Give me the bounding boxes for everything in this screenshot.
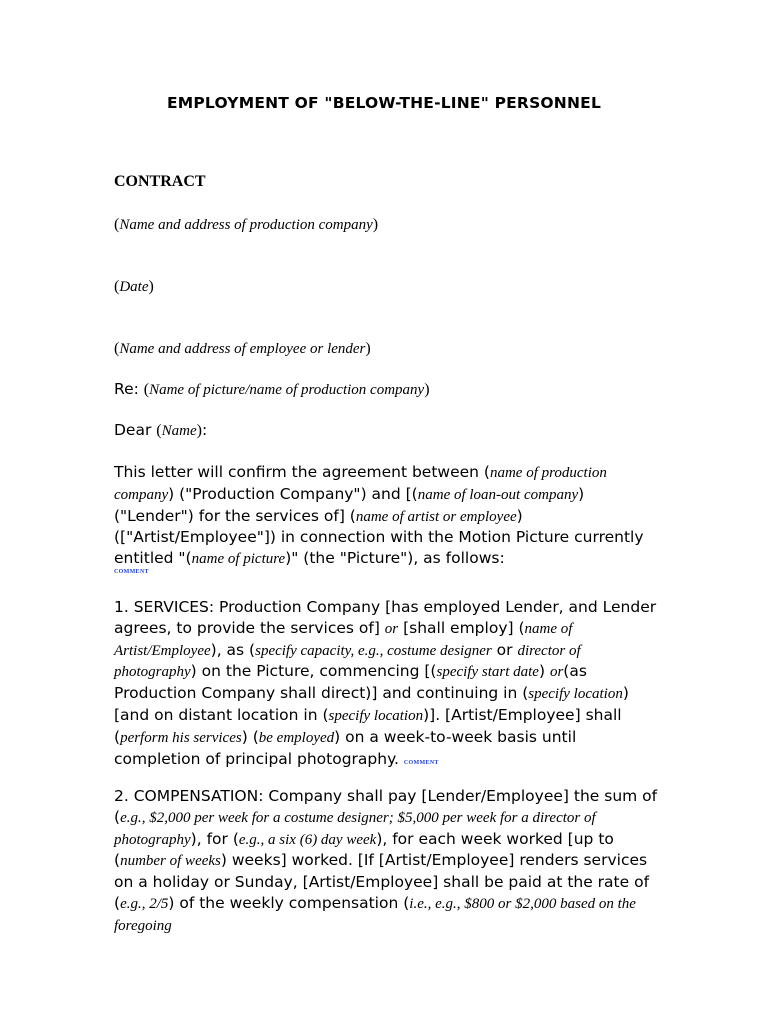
intro-text: This letter will confirm the agreement between ( bbox=[114, 463, 490, 481]
services-text: ), as ( bbox=[210, 640, 256, 659]
compensation-text: 2. COMPENSATION: Company shall pay [Lender/Employee] the sum of ( bbox=[114, 787, 658, 826]
salutation-line: Dear (Name): bbox=[114, 421, 208, 439]
services-text: [shall employ] ( bbox=[398, 618, 525, 637]
intro-placeholder: name of picture bbox=[191, 551, 286, 568]
date-placeholder: Date bbox=[119, 279, 149, 295]
document-title: EMPLOYMENT OF "BELOW-THE-LINE" PERSONNEL bbox=[166, 94, 602, 112]
intro-text: ) ("Lender") for the services of] ( bbox=[114, 484, 585, 525]
re-line: Re: (Name of picture/name of production company) bbox=[114, 380, 430, 398]
services-placeholder: specify location bbox=[328, 707, 424, 724]
compensation-text: ), for ( bbox=[190, 829, 239, 848]
dear-prefix: Dear bbox=[114, 421, 157, 439]
intro-text: ) ("Production Company") and [( bbox=[168, 484, 418, 503]
services-or: or bbox=[384, 620, 399, 637]
services-or: or bbox=[491, 640, 518, 659]
compensation-placeholder: e.g., a six (6) day week bbox=[238, 831, 377, 848]
services-text: ) on a week-to-week basis until completion of principal photography. bbox=[114, 727, 577, 768]
intro-text: )" (the "Picture"), as follows: bbox=[285, 549, 505, 568]
services-text: ) on the Picture, commencing [( bbox=[190, 662, 437, 681]
re-prefix: Re: bbox=[114, 380, 144, 398]
compensation-text: ), for each week worked [up to ( bbox=[114, 829, 614, 870]
compensation-paragraph bbox=[114, 786, 662, 937]
services-placeholder: specify capacity, e.g., costume designer bbox=[255, 642, 492, 659]
services-text: ) [and on distant location in ( bbox=[114, 684, 629, 724]
services-placeholder: perform his services bbox=[120, 729, 242, 746]
services-or: or bbox=[549, 664, 564, 681]
dear-placeholder: Name bbox=[161, 423, 197, 439]
compensation-placeholder: e.g., $2,000 per week for a costume designer; $5,000 per week for a director of photography bbox=[114, 809, 596, 848]
compensation-placeholder: number of weeks bbox=[120, 853, 221, 870]
services-placeholder: specify start date bbox=[436, 664, 539, 681]
production-company-line: (Name and address of production company) bbox=[114, 216, 379, 233]
intro-text: ) (["Artist/Employee"]) in connection with the Motion Picture currently entitled "( bbox=[114, 506, 644, 568]
intro-placeholder: name of production company bbox=[114, 465, 607, 503]
services-placeholder: specify location bbox=[528, 686, 623, 703]
contract-heading: CONTRACT bbox=[114, 173, 206, 190]
services-paragraph bbox=[114, 597, 662, 773]
dear-suffix: : bbox=[201, 421, 208, 439]
comment-marker[interactable]: COMMENT bbox=[114, 568, 149, 575]
comment-marker[interactable]: COMMENT bbox=[403, 759, 439, 766]
production-company-placeholder: Name and address of production company bbox=[119, 217, 373, 233]
services-text: )]. [Artist/Employee] shall ( bbox=[114, 705, 622, 746]
services-text: ) ( bbox=[241, 727, 259, 746]
intro-placeholder: name of artist or employee bbox=[355, 508, 517, 525]
services-placeholder: name of Artist/Employee bbox=[114, 620, 573, 659]
intro-placeholder: name of loan-out company bbox=[417, 486, 579, 503]
re-placeholder: Name of picture/name of production company bbox=[149, 382, 425, 398]
compensation-placeholder: i.e., e.g., $800 or $2,000 based on the foregoing bbox=[114, 895, 636, 934]
services-text: (as Production Company shall direct)] and continuing in ( bbox=[114, 662, 587, 703]
services-placeholder: be employed bbox=[258, 729, 335, 746]
compensation-placeholder: e.g., 2/5 bbox=[120, 895, 169, 912]
date-line: (Date) bbox=[114, 278, 154, 295]
compensation-text: ) weeks] worked. [If [Artist/Employee] renders services on a holiday or Sunday, [Artist/Employee] shall be paid at the rate of ( bbox=[114, 851, 650, 912]
services-text: ) bbox=[538, 662, 550, 681]
intro-paragraph bbox=[114, 462, 662, 576]
services-placeholder: director of photography bbox=[114, 642, 581, 681]
services-text: 1. SERVICES: Production Company [has employed Lender, and Lender agrees, to provide the services of] bbox=[114, 598, 657, 637]
employee-lender-line: (Name and address of employee or lender) bbox=[114, 340, 371, 357]
compensation-text: ) of the weekly compensation ( bbox=[168, 893, 410, 912]
employee-lender-placeholder: Name and address of employee or lender bbox=[119, 341, 366, 357]
